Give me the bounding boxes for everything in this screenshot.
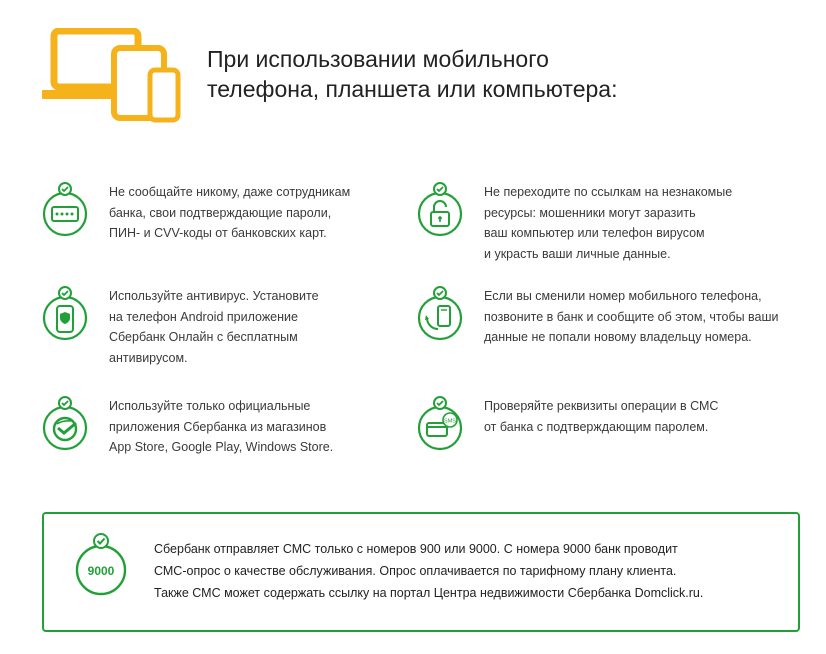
tip-line: Не сообщайте никому, даже сотрудникам <box>109 185 351 199</box>
tip-line: на телефон Android приложение <box>109 309 298 324</box>
tip-line: Если вы сменили номер мобильного телефона, <box>484 289 762 303</box>
tip-line: ваш компьютер или телефон вирусом <box>484 226 705 240</box>
notice-line: СМС-опрос о качестве обслуживания. Опрос оплачивается по тарифному плану клиента. <box>154 564 677 578</box>
password-card-icon <box>38 182 88 238</box>
notice-line: Сбербанк отправляет СМС только с номеров 900 или 9000. С номера 9000 банк проводит <box>154 542 678 556</box>
tip-line: App Store, Google Play, Windows Store. <box>109 440 334 454</box>
sms-number-notice <box>42 512 800 632</box>
tip-line: Используйте только официальные <box>109 399 311 413</box>
tip-line: антивирусом. <box>109 350 188 365</box>
sms-card-icon <box>413 396 463 452</box>
title-line-2: телефона, планшета или компьютера: <box>207 76 618 102</box>
page-title <box>207 44 767 104</box>
tip-line: ресурсы: мошенники могут заразить <box>484 205 696 220</box>
tip-line: данные не попали новому владельцу номера. <box>484 330 752 344</box>
tip-line: Сбербанк Онлайн с бесплатным <box>109 330 298 344</box>
tip-line: Не переходите по ссылкам на незнакомые <box>484 185 733 199</box>
sberbank-logo-icon <box>38 396 88 452</box>
tip-text <box>484 396 794 437</box>
tip-line: банка, свои подтверждающие пароли, <box>109 205 332 220</box>
tip-line: Проверяйте реквизиты операции в СМС <box>484 399 719 413</box>
title-line-1: При использовании мобильного <box>207 46 549 72</box>
tip-text <box>484 182 794 264</box>
phone-call-icon <box>413 286 463 342</box>
tip-text <box>109 182 419 244</box>
tip-text <box>109 396 419 458</box>
sms-9000-badge-icon <box>72 532 130 600</box>
tip-line: ПИН- и CVV-коды от банковских карт. <box>109 226 327 240</box>
tip-line: Используйте антивирус. Установите <box>109 289 319 303</box>
sms-label: SMS <box>444 418 456 425</box>
notice-text <box>154 538 703 604</box>
tip-line: позвоните в банк и сообщите об этом, чтобы ваши <box>484 309 779 324</box>
tip-text <box>484 286 794 348</box>
tip-line: и украсть ваши личные данные. <box>484 246 671 261</box>
tip-text <box>109 286 419 368</box>
notice-line: Также СМС может содержать ссылку на портал Центра недвижимости Сбербанка Domclick.ru. <box>154 586 704 600</box>
devices-illustration-icon <box>38 28 188 128</box>
tip-line: от банка с подтверждающим паролем. <box>484 419 709 434</box>
lock-icon <box>413 182 463 238</box>
badge-number: 9000 <box>87 564 115 578</box>
phone-shield-icon <box>38 286 88 342</box>
tip-line: приложения Сбербанка из магазинов <box>109 419 327 434</box>
